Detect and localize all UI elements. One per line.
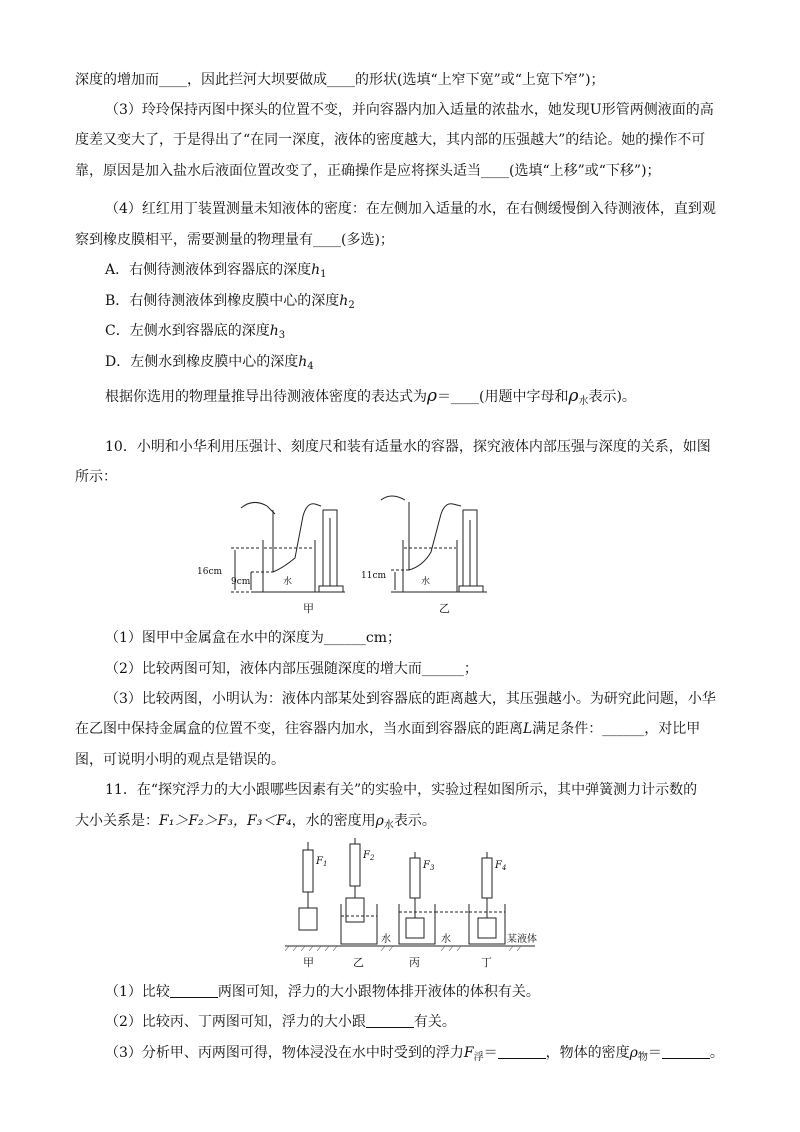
answer-blank-1[interactable] xyxy=(170,983,218,998)
option-c-symbol: h xyxy=(269,323,279,339)
option-a-sub: 1 xyxy=(320,269,327,280)
option-b-symbol: h xyxy=(339,293,349,309)
figure-11 xyxy=(285,838,560,973)
symbol-rho-obj: ρ xyxy=(629,1045,638,1061)
q11-line-2 xyxy=(75,811,436,836)
rho-water-symbol: ρ xyxy=(568,386,579,406)
q11-sub-2-a: （2）比较丙、丁两图可知，浮力的大小跟 xyxy=(105,1014,366,1030)
symbol-L: L xyxy=(523,721,533,737)
option-c xyxy=(105,321,285,346)
figure-10 xyxy=(195,488,565,616)
option-c-text: C．左侧水到容器底的深度 xyxy=(105,323,270,339)
q10-sub-1: （1）图甲中金属盒在水中的深度为______cm； xyxy=(105,630,402,646)
symbol-F-float: F xyxy=(463,1045,474,1061)
q11-line-1: 11．在“探究浮力的大小跟哪些因素有关”的实验中，实验过程如图所示，其中弹簧测力计示数的 xyxy=(105,782,698,798)
q11-sub-3-end: 。 xyxy=(709,1045,724,1061)
block-1 xyxy=(299,908,317,930)
q10-sub-3-end: 图，可说明小明的观点是错误的。 xyxy=(75,752,285,768)
option-b xyxy=(105,291,355,316)
caption-4: 丁 xyxy=(481,956,492,969)
rho-water-q11: ρ xyxy=(375,813,384,829)
q11-line-2-b: ，水的密度用 xyxy=(291,813,376,829)
q11-sub-2 xyxy=(105,1012,456,1032)
formula-text-a: 根据你选用的物理量推导出待测液体密度的表达式为 xyxy=(105,389,427,405)
option-a xyxy=(105,260,327,285)
q10-sub-3-cont xyxy=(75,719,700,739)
q11-sub-3-b: ＝ xyxy=(483,1045,498,1061)
label-11cm: 11cm xyxy=(361,571,387,581)
balance-4 xyxy=(482,858,492,898)
label-water-2: 水 xyxy=(441,934,451,945)
text-line-2: （3）玲玲保持丙图中探头的位置不变，并向容器内加入适量的浓盐水，她发现U形管两侧液面的高 xyxy=(105,102,714,118)
label-F4: $F_4$ xyxy=(495,860,507,872)
label-liquid: 某液体 xyxy=(507,934,537,945)
q11-line-2-a: 大小关系是： xyxy=(75,813,159,829)
balance-1 xyxy=(303,850,313,892)
caption-1: 甲 xyxy=(303,956,314,969)
q10-sub-3-text-c: 满足条件：______，对比甲 xyxy=(532,721,701,737)
symbol-F-float-sub: 浮 xyxy=(473,1052,484,1063)
answer-blank-4[interactable] xyxy=(662,1044,710,1059)
caption-2: 乙 xyxy=(353,956,364,969)
q11-sub-3-c: ，物体的密度 xyxy=(545,1045,630,1061)
label-9cm: 9cm xyxy=(231,577,251,587)
option-d-symbol: h xyxy=(298,354,308,370)
label-water-left: 水 xyxy=(283,577,293,587)
label-water-right: 水 xyxy=(421,577,431,587)
formula-line xyxy=(105,386,636,412)
text-line-4: 靠，原因是加入盐水后液面位置改变了，正确操作是应将探头适当____(选填“上移”或“下移”)； xyxy=(75,163,661,179)
option-b-text: B．右侧待测液体到橡皮膜中心的深度 xyxy=(105,293,340,309)
q11-sub-3 xyxy=(105,1043,724,1068)
formula-text-c: 表示)。 xyxy=(588,389,636,405)
option-a-symbol: h xyxy=(311,262,321,278)
q11-sub-1-a: （1）比较 xyxy=(105,984,170,1000)
label-F2: $F_2$ xyxy=(363,850,375,862)
rho-water-sub: 水 xyxy=(578,396,589,407)
force-relation: F₁＞F₂＞F₃，F₃＜F₄ xyxy=(159,813,292,829)
option-d-text: D．左侧水到橡皮膜中心的深度 xyxy=(105,354,299,370)
text-line-1: 深度的增加而____，因此拦河大坝要做成____的形状(选填“上窄下宽”或“上宽下窄”)； xyxy=(75,72,605,88)
label-water-1: 水 xyxy=(381,934,391,945)
label-16cm: 16cm xyxy=(197,567,223,577)
formula-text-b: ____(用题中字母和 xyxy=(451,389,569,405)
eq-symbol: ＝ xyxy=(437,389,451,405)
block-2 xyxy=(346,898,364,922)
symbol-rho-obj-sub: 物 xyxy=(637,1052,648,1063)
caption-3: 丙 xyxy=(409,956,420,969)
q11-sub-3-a: （3）分析甲、丙两图可得，物体浸没在水中时受到的浮力 xyxy=(105,1045,464,1061)
balance-3 xyxy=(410,858,420,898)
q10-line-2: 所示： xyxy=(75,469,117,485)
q11-sub-3-d: ＝ xyxy=(647,1045,662,1061)
q11-sub-2-b: 有关。 xyxy=(413,1014,456,1030)
caption-right: 乙 xyxy=(439,602,450,615)
option-d-sub: 4 xyxy=(307,361,314,372)
q11-sub-1 xyxy=(105,982,540,1002)
label-F3: $F_3$ xyxy=(423,860,435,872)
q10-sub-3-text-b: 在乙图中保持金属盒的位置不变，往容器内加水，当水面到容器底的距离 xyxy=(75,721,523,737)
q10-sub-2: （2）比较两图可知，液体内部压强随深度的增大而______； xyxy=(105,661,478,677)
caption-left: 甲 xyxy=(303,602,314,615)
balance-2 xyxy=(350,844,360,886)
rho-water-q11-sub: 水 xyxy=(383,820,394,831)
block-3 xyxy=(406,918,424,938)
block-4 xyxy=(478,918,496,938)
text-line-6: 察到橡皮膜相平，需要测量的物理量有____(多选)； xyxy=(75,232,394,248)
option-c-sub: 3 xyxy=(278,330,286,341)
q11-line-2-c: 表示。 xyxy=(393,813,436,829)
option-d xyxy=(105,352,314,377)
text-line-5: （4）红红用丁装置测量未知液体的密度：在左侧加入适量的水，在右侧缓慢倒入待测液体，直到观 xyxy=(105,201,716,217)
answer-blank-3[interactable] xyxy=(498,1044,546,1059)
q10-line-1: 10．小明和小华利用压强计、刻度尺和装有适量水的容器，探究液体内部压强与深度的关系，如图 xyxy=(105,439,711,455)
label-F1: $F_1$ xyxy=(316,856,328,868)
answer-blank-2[interactable] xyxy=(366,1013,414,1028)
q10-sub-3: （3）比较两图，小明认为：液体内部某处到容器底的距离越大，其压强越小。为研究此问题，小华 xyxy=(105,691,716,707)
rho-symbol: ρ xyxy=(427,386,437,406)
q11-sub-1-b: 两图可知，浮力的大小跟物体排开液体的体积有关。 xyxy=(217,984,540,1000)
text-line-3: 度差又变大了，于是得出了“在同一深度，液体的密度越大，其内部的压强越大”的结论。她的操作不可 xyxy=(75,132,706,148)
option-a-text: A．右侧待测液体到容器底的深度 xyxy=(105,262,312,278)
option-b-sub: 2 xyxy=(348,300,355,311)
